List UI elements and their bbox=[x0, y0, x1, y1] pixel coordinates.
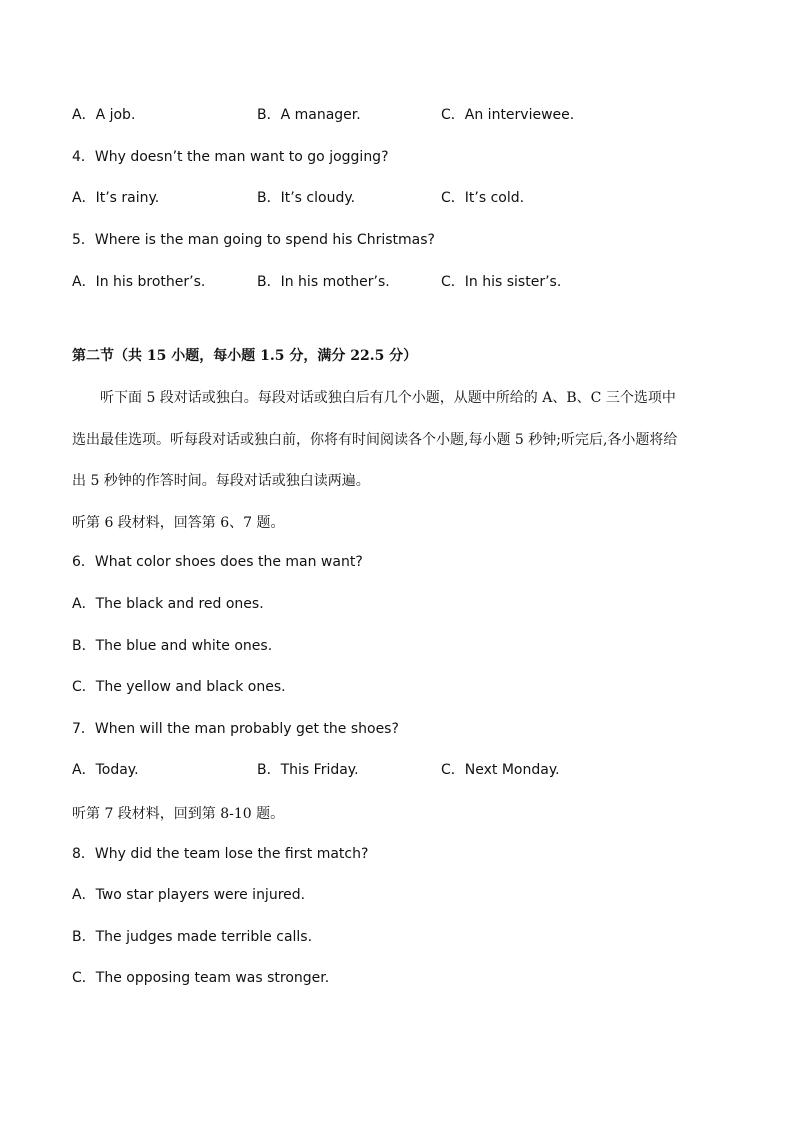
section-2-instructions-line-2: 选出最佳选项。听每段对话或独白前，你将有时间阅读各个小题,每小题 5 秒钟;听完后,各小题将给 bbox=[72, 432, 678, 448]
section-2-title: 第二节（共 15 小题，每小题 1.5 分，满分 22.5 分） bbox=[72, 348, 418, 364]
q8-option-c: C．The opposing team was stronger. bbox=[72, 970, 330, 986]
q8-question: 8．Why did the team lose the first match? bbox=[72, 846, 369, 862]
q5-option-b: B．In his mother’s. bbox=[257, 274, 390, 290]
q5-question: 5．Where is the man going to spend his Christmas? bbox=[72, 232, 435, 248]
q5-option-a: A．In his brother’s. bbox=[72, 274, 206, 290]
q6-option-a: A．The black and red ones. bbox=[72, 596, 264, 612]
q7-question: 7．When will the man probably get the shoes? bbox=[72, 721, 399, 737]
q6-option-c: C．The yellow and black ones. bbox=[72, 679, 286, 695]
q3-option-a: A．A job. bbox=[72, 107, 136, 123]
q8-option-a: A．Two star players were injured. bbox=[72, 887, 306, 903]
q6-option-b: B．The blue and white ones. bbox=[72, 638, 273, 654]
q5-option-c: C．In his sister’s. bbox=[441, 274, 562, 290]
q4-option-b: B．It’s cloudy. bbox=[257, 190, 356, 206]
section-2-instructions-line-3: 出 5 秒钟的作答时间。每段对话或独白读两遍。 bbox=[72, 473, 370, 489]
q7-option-a: A．Today. bbox=[72, 762, 139, 778]
q3-option-c: C．An interviewee. bbox=[441, 107, 575, 123]
q4-option-c: C．It’s cold. bbox=[441, 190, 525, 206]
q3-option-b: B．A manager. bbox=[257, 107, 361, 123]
q4-question: 4．Why doesn’t the man want to go jogging? bbox=[72, 149, 389, 165]
q4-option-a: A．It’s rainy. bbox=[72, 190, 160, 206]
q7-option-c: C．Next Monday. bbox=[441, 762, 560, 778]
passage-7-heading: 听第 7 段材料，回到第 8-10 题。 bbox=[72, 806, 285, 822]
q8-option-b: B．The judges made terrible calls. bbox=[72, 929, 313, 945]
section-2-instructions-line-1: 听下面 5 段对话或独白。每段对话或独白后有几个小题，从题中所给的 A、B、C 三个选项中 bbox=[100, 390, 676, 406]
q7-option-b: B．This Friday. bbox=[257, 762, 359, 778]
q6-question: 6．What color shoes does the man want? bbox=[72, 554, 363, 570]
passage-6-heading: 听第 6 段材料，回答第 6、7 题。 bbox=[72, 515, 285, 531]
